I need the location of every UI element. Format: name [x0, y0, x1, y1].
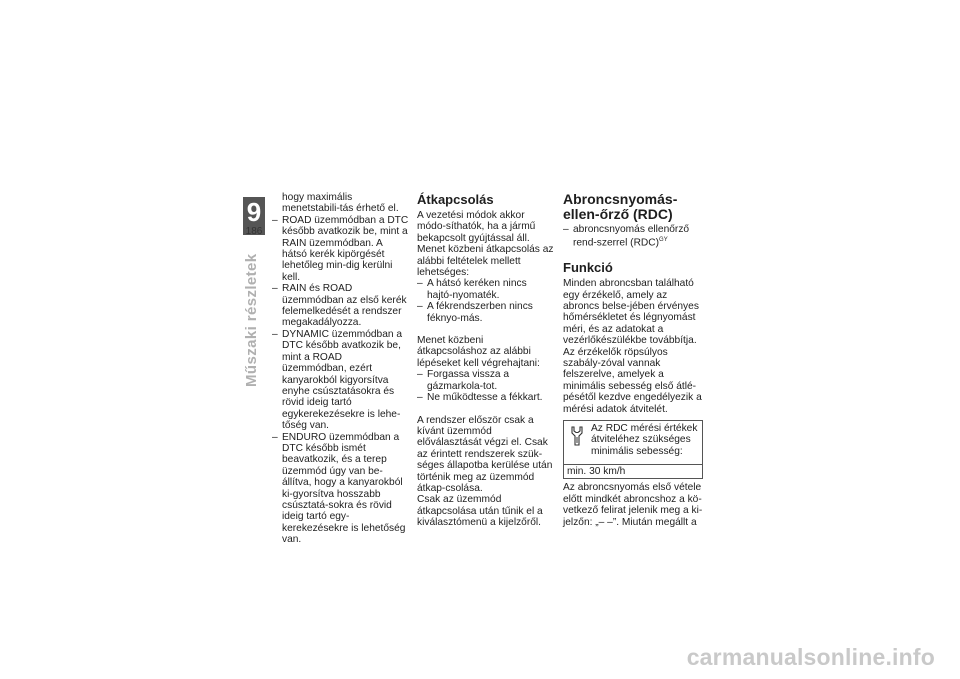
paragraph: Az érzékelők röpsúlyos szabály-zóval vannak felszerelve, amelyek a minimális sebesség első átlé-pésétől kezdve engedélyezik a mérési adatok átvitelét.	[563, 346, 702, 415]
paragraph: Csak az üzemmód átkapcsolása után tűnik el a kiválasztómenü a kijelzőről.	[417, 494, 543, 529]
paragraph: hogy maximális menetstabili-tás érhető el.	[282, 192, 399, 215]
list-item: – Ne működtesse a fékkart.	[417, 392, 554, 403]
paragraph: A rendszer először csak a kívánt üzemmód előválasztását végzi el. Csak az érintett rendszerek szük-séges állapotba kerülése után történik meg az üzemmód átkap-csolása.	[417, 414, 553, 494]
paragraph: Menet közbeni átkapcsoláshoz az alábbi lépéseket kell végrehajtani:	[417, 335, 540, 369]
list-item: – A fékrendszerben nincs féknyo-más.	[417, 301, 554, 324]
list-item: – RAIN és ROAD üzemmódban az első kerék felemelkedését a rendszer megakadályozza.	[272, 283, 409, 329]
watermark: carmanualsonline.info	[686, 644, 935, 670]
subheading: Funkció	[563, 260, 613, 276]
text-column-2	[417, 192, 554, 529]
spec-note-text: Az RDC mérési értékek átviteléhez szükséges minimális sebesség:	[591, 423, 698, 457]
paragraph: Minden abroncsban található egy érzékelő, amely az abroncs belse-jében érvényes hőmérsékletet és légnyomást méri, és az adatokat a vezérlőkészülékbe továbbítja.	[563, 278, 699, 347]
text-column-3	[563, 192, 703, 528]
list-item: – DYNAMIC üzemmódban a DTC később avatkozik be, mint a ROAD üzemmódban, ezért kanyarokból kigyorsítva enyhe csúsztatásokra és rövid ideig tartó egykerekezésekre is lehe-tőség van.	[272, 329, 409, 432]
list-item: – Forgassa vissza a gázmarkola-tot.	[417, 369, 554, 392]
main-heading: Abroncsnyomás-ellen-őrző (RDC)	[563, 191, 678, 222]
section-title-vertical: Műszaki részletek	[243, 253, 260, 387]
text-column-1	[272, 192, 409, 546]
section-heading: Átkapcsolás	[417, 192, 494, 207]
list-item: – ROAD üzemmódban a DTC később avatkozik be, mint a RAIN üzemmódban. A hátsó kerék kipörgését lehetőleg min-dig kerülni kell.	[272, 215, 409, 283]
chapter-number: 9	[246, 197, 262, 227]
superscript: GY	[659, 237, 668, 244]
spec-value: min. 30 km/h	[564, 464, 702, 478]
paragraph: A vezetési módok akkor módo-síthatók, ha a jármű bekapcsolt gyújtással áll. Menet közbeni átkapcsolás az alábbi feltételek mellett lehetséges:	[417, 210, 554, 279]
list-item: – ENDURO üzemmódban a DTC később ismét beavatkozik, és a terep üzemmód úgy van be-állítva, hogy a kanyarokból ki-gyorsítva hosszabb csúsztatá-sokra és rövid ideig tartó egy-kerekezésekre is lehetőség van.	[272, 432, 409, 546]
list-item-text: abroncsnyomás ellenőrző rend-szerrel (RDC)	[573, 224, 690, 249]
list-item	[563, 224, 703, 249]
spec-box	[563, 420, 703, 479]
page-number: 186	[245, 226, 263, 237]
paragraph: Az abroncsnyomás első vétele előtt mindkét abroncshoz a kö-vetkező felirat jelenik meg a ki-jelzőn: „– –”. Miután megállt a	[563, 482, 703, 528]
list-item: – A hátsó keréken nincs hajtó-nyomaték.	[417, 278, 554, 301]
wrench-measure-icon	[569, 425, 585, 447]
